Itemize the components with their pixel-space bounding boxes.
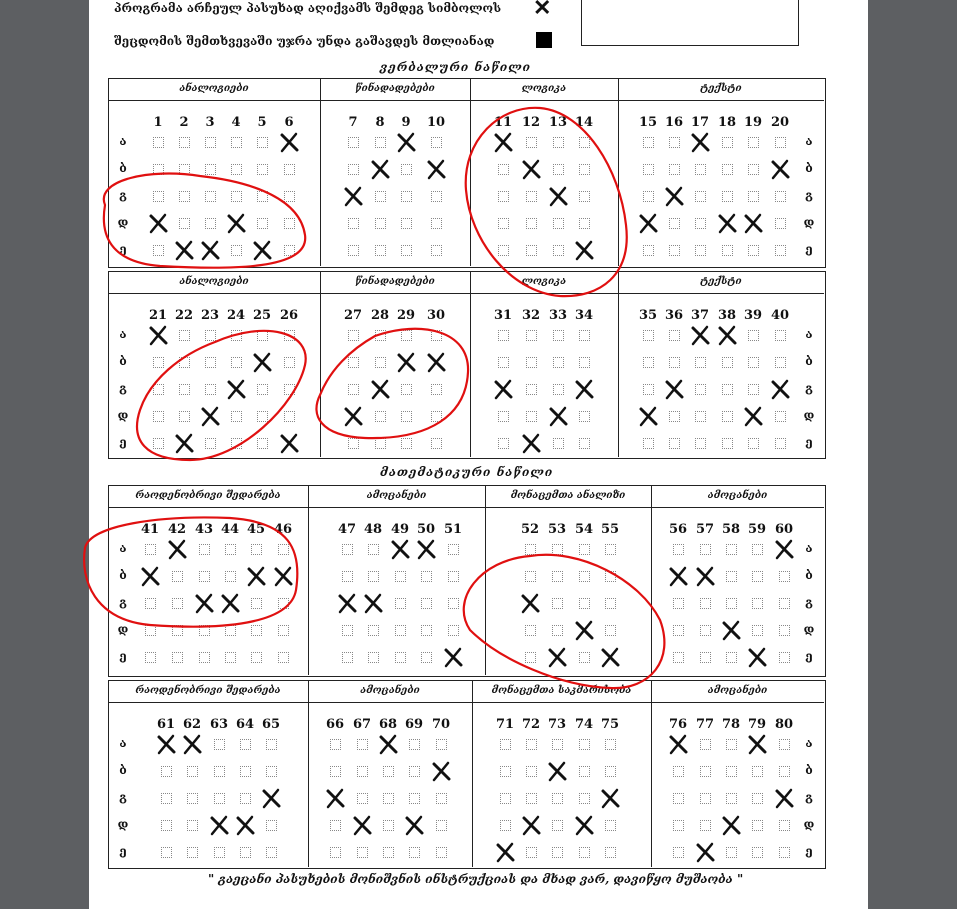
question-number: 2: [179, 115, 189, 130]
question-number: 28: [370, 308, 390, 323]
option-label: ბ: [805, 568, 813, 582]
question-number: 14: [574, 115, 594, 130]
question-number: 8: [375, 115, 385, 130]
question-number: 72: [521, 717, 541, 732]
option-label: ა: [119, 327, 127, 341]
question-number: 59: [747, 522, 767, 537]
option-label: გ: [805, 188, 813, 202]
question-number: 54: [574, 522, 594, 537]
question-number: 43: [194, 522, 214, 537]
option-label: დ: [803, 817, 815, 831]
question-number: 61: [156, 717, 176, 732]
question-number: 65: [261, 717, 281, 732]
question-number: 30: [426, 308, 446, 323]
group-title: ანალოგიები: [179, 276, 249, 287]
option-label: ბ: [119, 568, 127, 582]
option-label: ა: [119, 134, 127, 148]
question-number: 60: [774, 522, 794, 537]
question-number: 78: [721, 717, 741, 732]
question-number: 55: [600, 522, 620, 537]
question-number: 37: [690, 308, 710, 323]
question-number: 46: [273, 522, 293, 537]
option-label: ბ: [805, 354, 813, 368]
option-label: დ: [117, 817, 129, 831]
legend-fill-text: შეცდომის შემთხვევაში უჯრა უნდა გაშავდეს მთლიანად: [114, 34, 495, 48]
question-number: 6: [284, 115, 294, 130]
question-number: 20: [770, 115, 790, 130]
question-number: 77: [695, 717, 715, 732]
question-number: 42: [167, 522, 187, 537]
question-number: 1: [153, 115, 163, 130]
question-number: 25: [252, 308, 272, 323]
question-number: 21: [148, 308, 168, 323]
group-title: ტექსტი: [700, 276, 742, 287]
option-label: გ: [119, 381, 127, 395]
option-label: დ: [117, 408, 129, 422]
option-label: ე: [805, 435, 813, 449]
option-label: გ: [119, 595, 127, 609]
group-title: ამოცანები: [707, 685, 768, 696]
question-number: 66: [325, 717, 345, 732]
question-number: 22: [174, 308, 194, 323]
legend-cross-text: პროგრამა არჩეულ პასუხად აღიქვამს შემდეგ სიმბოლოს: [114, 1, 502, 15]
question-number: 34: [574, 308, 594, 323]
group-title: ლოგიკა: [521, 276, 567, 287]
question-number: 33: [548, 308, 568, 323]
question-number: 27: [343, 308, 363, 323]
question-number: 13: [548, 115, 568, 130]
footer-instruction: " გაეცანი პასუხების მონიშვნის ინსტრუქციას და მხად ვარ, დავიწყო მუშაობა ": [208, 872, 744, 886]
option-label: ა: [805, 327, 813, 341]
option-label: ბ: [119, 161, 127, 175]
group-title: ამოცანები: [366, 490, 427, 501]
question-number: 4: [231, 115, 241, 130]
question-number: 68: [378, 717, 398, 732]
question-number: 44: [220, 522, 240, 537]
option-label: გ: [805, 381, 813, 395]
question-number: 49: [390, 522, 410, 537]
question-number: 57: [695, 522, 715, 537]
question-number: 5: [257, 115, 267, 130]
question-number: 74: [574, 717, 594, 732]
option-label: დ: [117, 622, 129, 636]
option-label: ბ: [805, 161, 813, 175]
question-number: 26: [279, 308, 299, 323]
question-number: 36: [664, 308, 684, 323]
group-title: ამოცანები: [360, 685, 420, 696]
option-label: ა: [805, 541, 813, 555]
question-number: 62: [182, 717, 202, 732]
verbal-section-title: ვერბალური ნაწილი: [380, 60, 532, 74]
question-number: 29: [396, 308, 416, 323]
option-label: ა: [805, 736, 813, 750]
group-title: ტექსტი: [700, 83, 742, 94]
option-label: დ: [803, 215, 815, 229]
option-label: ბ: [119, 763, 127, 777]
question-number: 15: [638, 115, 658, 130]
group-title: ამოცანები: [707, 490, 768, 501]
red-circle-2: [466, 108, 627, 296]
question-number: 24: [226, 308, 246, 323]
option-label: დ: [803, 622, 815, 636]
question-number: 79: [747, 717, 767, 732]
option-label: ე: [805, 844, 813, 858]
question-number: 64: [235, 717, 255, 732]
option-label: ე: [119, 435, 127, 449]
question-number: 45: [246, 522, 266, 537]
question-number: 53: [547, 522, 567, 537]
question-number: 67: [352, 717, 372, 732]
question-number: 69: [404, 717, 424, 732]
question-number: 58: [721, 522, 741, 537]
group-title: წინადადებები: [355, 276, 435, 287]
option-label: ე: [119, 649, 127, 663]
question-number: 32: [521, 308, 541, 323]
question-number: 35: [638, 308, 658, 323]
question-number: 17: [690, 115, 710, 130]
option-label: ა: [805, 134, 813, 148]
group-title: რაოდენობრივი შედარება: [135, 685, 281, 696]
option-label: ბ: [119, 354, 127, 368]
red-circle-6: [464, 555, 665, 688]
question-number: 40: [770, 308, 790, 323]
question-number: 73: [547, 717, 567, 732]
cross-symbol-icon: ✕: [533, 0, 552, 21]
group-title: მონაცემთა საკმარისობა: [491, 685, 632, 696]
question-number: 39: [743, 308, 763, 323]
question-number: 7: [348, 115, 358, 130]
group-title: ლოგიკა: [521, 83, 567, 94]
option-label: დ: [803, 408, 815, 422]
question-number: 75: [600, 717, 620, 732]
question-number: 63: [209, 717, 229, 732]
option-label: ე: [805, 242, 813, 256]
question-number: 19: [743, 115, 763, 130]
question-number: 38: [717, 308, 737, 323]
question-number: 80: [774, 717, 794, 732]
question-number: 56: [668, 522, 688, 537]
option-label: ა: [119, 541, 127, 555]
option-label: გ: [805, 790, 813, 804]
question-number: 41: [140, 522, 160, 537]
red-circle-1: [104, 174, 305, 268]
question-number: 3: [205, 115, 215, 130]
option-label: ე: [805, 649, 813, 663]
question-number: 18: [717, 115, 737, 130]
question-number: 71: [495, 717, 515, 732]
question-number: 9: [401, 115, 411, 130]
group-title: წინადადებები: [355, 83, 435, 94]
red-circle-4: [316, 329, 468, 438]
question-number: 70: [431, 717, 451, 732]
question-number: 10: [426, 115, 446, 130]
question-number: 31: [493, 308, 513, 323]
option-label: ა: [119, 736, 127, 750]
question-number: 50: [416, 522, 436, 537]
question-number: 11: [493, 115, 513, 130]
question-number: 48: [363, 522, 383, 537]
question-number: 16: [664, 115, 684, 130]
question-number: 52: [520, 522, 540, 537]
question-number: 23: [200, 308, 220, 323]
group-title: ანალოგიები: [179, 83, 249, 94]
question-number: 12: [521, 115, 541, 130]
group-title: მონაცემთა ანალიზი: [510, 490, 626, 501]
group-title: რაოდენობრივი შედარება: [135, 490, 281, 501]
math-section-title: მათემატიკური ნაწილი: [380, 465, 554, 479]
option-label: ე: [119, 844, 127, 858]
question-number: 51: [443, 522, 463, 537]
question-number: 76: [668, 717, 688, 732]
option-label: გ: [119, 188, 127, 202]
option-label: ე: [119, 242, 127, 256]
option-label: ბ: [805, 763, 813, 777]
option-label: გ: [805, 595, 813, 609]
option-label: გ: [119, 790, 127, 804]
red-circle-3: [137, 331, 306, 460]
question-number: 47: [337, 522, 357, 537]
red-circle-5: [84, 517, 297, 626]
option-label: დ: [117, 215, 129, 229]
